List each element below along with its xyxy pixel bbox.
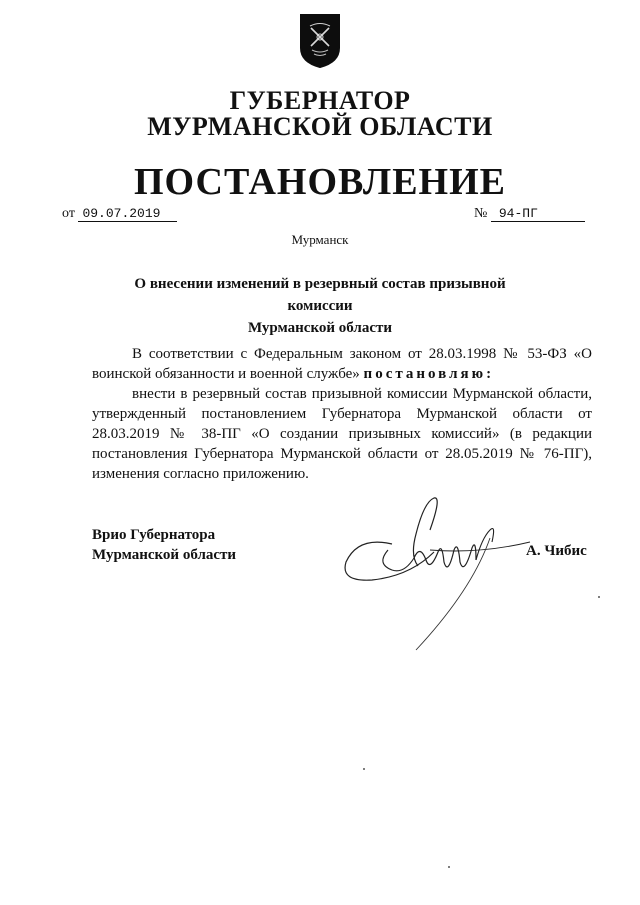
subject-line2: Мурманской области: [247, 320, 393, 336]
document-body: [92, 344, 592, 484]
number-prefix: №: [474, 206, 488, 221]
scan-speck: [448, 866, 450, 868]
signer-position-line2: Мурманской области: [92, 547, 237, 563]
authority-title-line2: МУРМАНСКОЙ ОБЛАСТИ: [147, 112, 493, 141]
document-subject: [100, 273, 540, 339]
signer-position: [92, 525, 236, 565]
body-paragraph-1-text: В соответствии с Федеральным законом от 28.03.1998 № 53-ФЗ «О воинской обязанности и военной службе»: [92, 346, 592, 382]
coat-of-arms-icon: [298, 12, 342, 70]
authority-title-line1: ГУБЕРНАТОР: [229, 86, 411, 115]
date-prefix: от: [62, 206, 75, 221]
signer-name: А. Чибис: [526, 543, 587, 559]
number-value: 94-ПГ: [491, 206, 585, 222]
subject-line1: О внесении изменений в резервный состав призывной комиссии: [134, 276, 506, 314]
signer-position-line1: Врио Губернатора: [92, 527, 216, 543]
number-field: [474, 206, 585, 222]
date-field: [62, 206, 177, 222]
scan-speck: [598, 596, 600, 598]
signature-icon: [330, 490, 570, 670]
document-type-title: ПОСТАНОВЛЕНИЕ: [133, 161, 507, 203]
body-paragraph-2: внести в резервный состав призывной комиссии Мурманской области, утвержденный постановлением Губернатора Мурманской области от 28.03.2019 № 38-ПГ «О создании призывных комиссий» (в редакции постановления Губернатора Мурманской области от 28.05.2019 № 76-ПГ), изменения согласно приложению.: [92, 386, 592, 482]
city-label: Мурманск: [291, 232, 349, 247]
scan-speck: [363, 768, 365, 770]
decree-word: постановляю:: [363, 366, 495, 382]
date-value: 09.07.2019: [78, 206, 177, 222]
body-paragraph-1: [92, 344, 592, 384]
